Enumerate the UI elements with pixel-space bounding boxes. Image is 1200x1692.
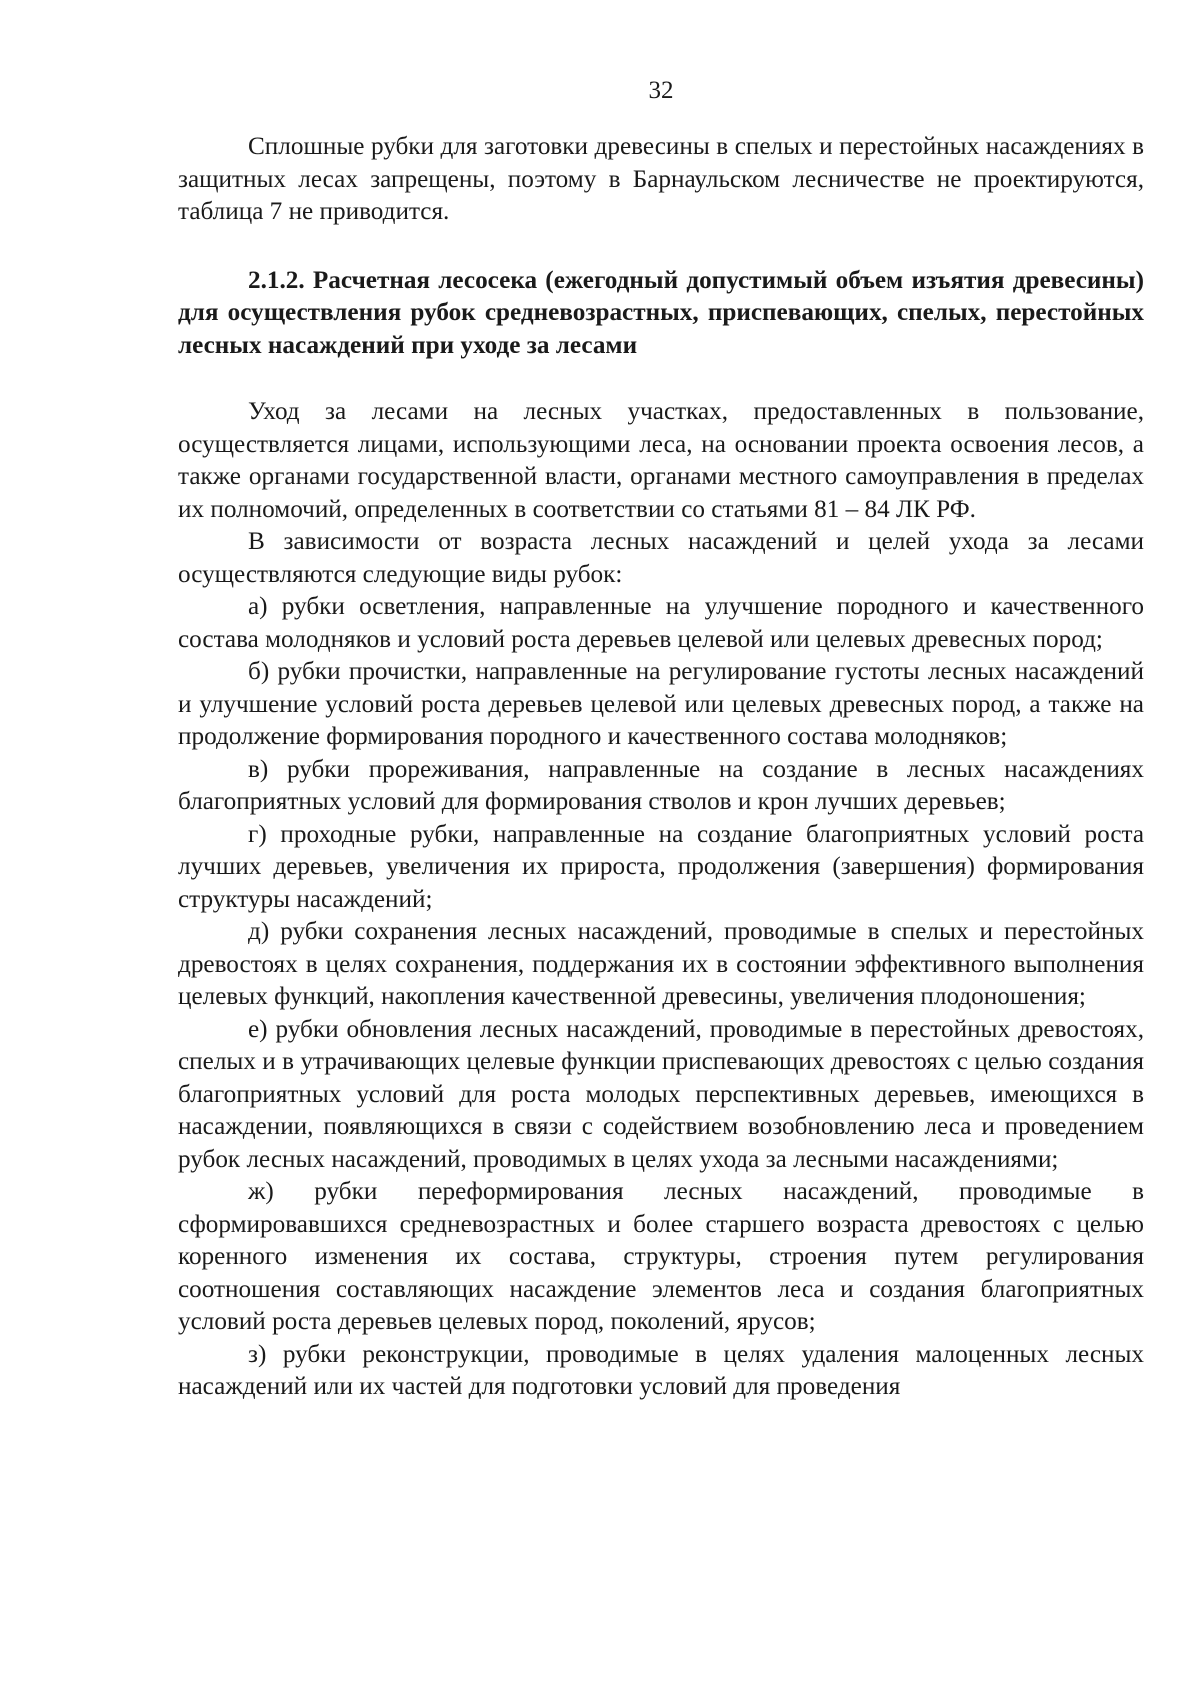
page-number: 32: [648, 77, 674, 104]
list-item: в) рубки прореживания, направленные на создание в лесных насаждениях благоприятных условий для формирования стволов и крон лучших деревьев;: [178, 755, 1144, 815]
list-item: д) рубки сохранения лесных насаждений, проводимые в спелых и перестойных древостоях в целях сохранения, поддержания их в состоянии эффективного выполнения целевых функций, накопления качественной древесины, увеличения плодоношения;: [178, 918, 1144, 1010]
list-item: г) проходные рубки, направленные на создание благоприятных условий роста лучших деревьев, увеличения их прироста, продолжения (завершения) формирования структуры насаждений;: [178, 820, 1144, 913]
section-heading: 2.1.2. Расчетная лесосека (ежегодный допустимый объем изъятия древесины) для осуществления рубок средневозрастных, приспевающих, спелых, перестойных лесных насаждений при уходе за лесами: [178, 266, 1144, 359]
body-paragraph: Уход за лесами на лесных участках, предоставленных в пользование, осуществляется лицами, использующими леса, на основании проекта освоения лесов, а также органами государственной власти, органами местного самоуправления в пределах их полномочий, определенных в соответствии со статьями 81 – 84 ЛК РФ.: [178, 398, 1144, 523]
list-item: ж) рубки переформирования лесных насаждений, проводимые в сформировавшихся средневозрастных и более старшего возраста древостоях с целью коренного изменения их состава, структуры, строения путем регулирования соотношения составляющих насаждение элементов леса и создания благоприятных условий роста деревьев целевых пород, поколений, ярусов;: [178, 1178, 1144, 1335]
list-item: з) рубки реконструкции, проводимые в целях удаления малоценных лесных насаждений или их частей для подготовки условий для проведения: [178, 1340, 1144, 1400]
document-body: [178, 131, 1144, 1404]
list-item: б) рубки прочистки, направленные на регулирование густоты лесных насаждений и улучшение условий роста деревьев целевой или целевых древесных пород, а также на продолжение формирования породного и качественного состава молодняков;: [178, 658, 1144, 750]
list-item: е) рубки обновления лесных насаждений, проводимые в перестойных древостоях, спелых и в утрачивающих целевые функции приспевающих древостоях с целью создания благоприятных условий для роста молодых перспективных деревьев, имеющихся в насаждении, появляющихся в связи с содействием возобновлению леса и проведением рубок лесных насаждений, проводимых в целях ухода за лесными насаждениями;: [178, 1015, 1144, 1173]
cutting-types-list: [178, 591, 1144, 1404]
intro-paragraph: Сплошные рубки для заготовки древесины в спелых и перестойных насаждениях в защитных лесах запрещены, поэтому в Барнаульском лесничестве не проектируются, таблица 7 не приводится.: [178, 133, 1144, 225]
list-item: а) рубки осветления, направленные на улучшение породного и качественного состава молодняков и условий роста деревьев целевой или целевых древесных пород;: [178, 593, 1144, 653]
body-paragraph: В зависимости от возраста лесных насаждений и целей ухода за лесами осуществляются следующие виды рубок:: [178, 528, 1144, 588]
